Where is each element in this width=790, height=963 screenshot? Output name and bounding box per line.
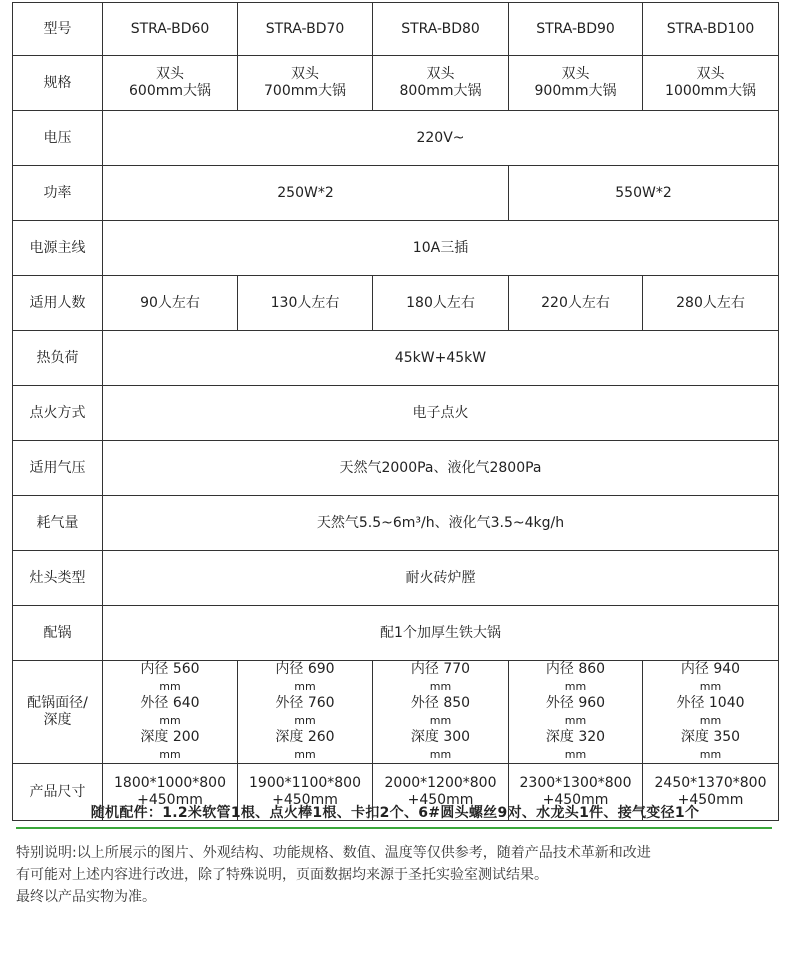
row-cable	[13, 221, 779, 276]
row-ignition	[13, 386, 779, 441]
unit: mm	[699, 714, 722, 727]
wok-depth: 深度 320 mm	[509, 729, 642, 763]
model-cell: STRA-BD80	[373, 3, 509, 56]
row-voltage	[13, 111, 779, 166]
row-label-spec: 规格	[13, 56, 103, 111]
green-divider	[16, 827, 772, 829]
size-line1: 2450*1370*800	[654, 775, 767, 791]
spec-line2: 700mm大锅	[264, 83, 346, 99]
model-cell: STRA-BD60	[103, 3, 238, 56]
size-line1: 1900*1100*800	[249, 775, 361, 791]
size-line2: +450mm	[407, 792, 474, 808]
row-label-pressure: 适用气压	[13, 441, 103, 496]
row-spec	[13, 56, 779, 111]
size-line1: 2000*1200*800	[384, 775, 497, 791]
size-line1: 2300*1300*800	[519, 775, 632, 791]
wok-outer: 外径 1040 mm	[643, 695, 778, 729]
unit: mm	[564, 714, 587, 727]
row-label-burner: 灶头类型	[13, 551, 103, 606]
spec-line1: 双头	[426, 66, 455, 82]
note-line2: 有可能对上述内容进行改进，除了特殊说明，页面数据均来源于圣托实验室测试结果。	[16, 867, 548, 883]
unit: mm	[159, 714, 181, 727]
disclaimer-note	[16, 842, 782, 908]
spec-table	[12, 2, 779, 821]
unit: mm	[429, 714, 452, 727]
accessories-text: 随机配件：1.2米软管1根、点火棒1根、卡扣2个、6#圆头螺丝9对、水龙头1件、接气变径1个	[90, 805, 700, 821]
spec-cell	[373, 56, 509, 111]
wok-size-label-line2: 深度	[43, 712, 72, 728]
spec-line2: 900mm大锅	[534, 83, 617, 99]
voltage-value: 220V~	[103, 111, 779, 166]
spec-line1: 双头	[561, 66, 590, 82]
row-gas-use	[13, 496, 779, 551]
wok-inner: 内径 690 mm	[238, 661, 372, 695]
row-label-model: 型号	[13, 3, 103, 56]
row-label-gas-use: 耗气量	[13, 496, 103, 551]
row-label-ignition: 点火方式	[13, 386, 103, 441]
row-burner	[13, 551, 779, 606]
wok-inner: 内径 770 mm	[373, 661, 508, 695]
row-wok	[13, 606, 779, 661]
wok-size-cell	[643, 661, 779, 764]
unit: mm	[699, 748, 722, 761]
people-cell: 180人左右	[373, 276, 509, 331]
wok-size-cell	[103, 661, 238, 764]
wok-value: 配1个加厚生铁大锅	[103, 606, 779, 661]
people-cell: 90人左右	[103, 276, 238, 331]
ignition-value: 电子点火	[103, 386, 779, 441]
burner-value: 耐火砖炉膛	[103, 551, 779, 606]
unit: mm	[564, 748, 587, 761]
pressure-value: 天然气2000Pa、液化气2800Pa	[103, 441, 779, 496]
power-value-a: 250W*2	[103, 166, 509, 221]
row-label-wok-size	[13, 661, 103, 764]
row-label-voltage: 电压	[13, 111, 103, 166]
spec-line1: 双头	[291, 66, 319, 82]
model-cell: STRA-BD90	[509, 3, 643, 56]
row-label-wok: 配锅	[13, 606, 103, 661]
spec-line1: 双头	[696, 66, 725, 82]
row-pressure	[13, 441, 779, 496]
wok-inner: 内径 860 mm	[509, 661, 642, 695]
wok-outer: 外径 760 mm	[238, 695, 372, 729]
size-line2: +450mm	[137, 792, 203, 808]
wok-size-cell	[238, 661, 373, 764]
model-cell: STRA-BD70	[238, 3, 373, 56]
unit: mm	[699, 680, 722, 693]
spec-line1: 双头	[156, 66, 184, 82]
note-line1: 特别说明:以上所展示的图片、外观结构、功能规格、数值、温度等仅供参考，随着产品技术革新和改进	[16, 845, 651, 861]
wok-outer: 外径 640 mm	[103, 695, 237, 729]
heat-load-value: 45kW+45kW	[103, 331, 779, 386]
wok-outer: 外径 850 mm	[373, 695, 508, 729]
unit: mm	[429, 680, 452, 693]
wok-depth: 深度 300 mm	[373, 729, 508, 763]
row-label-people: 适用人数	[13, 276, 103, 331]
model-cell: STRA-BD100	[643, 3, 779, 56]
gas-use-value: 天然气5.5~6m³/h、液化气3.5~4kg/h	[103, 496, 779, 551]
wok-outer: 外径 960 mm	[509, 695, 642, 729]
spec-cell	[238, 56, 373, 111]
unit: mm	[564, 680, 587, 693]
row-label-size: 产品尺寸	[13, 764, 103, 821]
size-line1: 1800*1000*800	[114, 775, 226, 791]
wok-size-cell	[373, 661, 509, 764]
size-line2: +450mm	[677, 792, 744, 808]
spec-cell	[103, 56, 238, 111]
people-cell: 130人左右	[238, 276, 373, 331]
power-value-b: 550W*2	[509, 166, 779, 221]
unit: mm	[294, 714, 316, 727]
row-heat-load	[13, 331, 779, 386]
spec-line2: 800mm大锅	[399, 83, 482, 99]
row-people	[13, 276, 779, 331]
row-label-cable: 电源主线	[13, 221, 103, 276]
size-line2: +450mm	[272, 792, 338, 808]
people-cell: 220人左右	[509, 276, 643, 331]
unit: mm	[159, 748, 181, 761]
row-wok-size	[13, 661, 779, 764]
unit: mm	[159, 680, 181, 693]
wok-depth: 深度 260 mm	[238, 729, 372, 763]
note-line3: 最终以产品实物为准。	[16, 889, 156, 905]
row-label-heat-load: 热负荷	[13, 331, 103, 386]
spec-line2: 600mm大锅	[129, 83, 211, 99]
spec-cell	[509, 56, 643, 111]
wok-depth: 深度 350 mm	[643, 729, 778, 763]
row-label-power: 功率	[13, 166, 103, 221]
spec-cell	[643, 56, 779, 111]
cable-value: 10A三插	[103, 221, 779, 276]
size-line2: +450mm	[542, 792, 609, 808]
unit: mm	[294, 748, 316, 761]
wok-size-cell	[509, 661, 643, 764]
wok-size-label-line1: 配锅面径/	[27, 695, 88, 711]
spec-line2: 1000mm大锅	[665, 83, 756, 99]
wok-inner: 内径 560 mm	[103, 661, 237, 695]
unit: mm	[294, 680, 316, 693]
wok-depth: 深度 200 mm	[103, 729, 237, 763]
unit: mm	[429, 748, 452, 761]
people-cell: 280人左右	[643, 276, 779, 331]
row-power	[13, 166, 779, 221]
row-model	[13, 3, 779, 56]
wok-inner: 内径 940 mm	[643, 661, 778, 695]
